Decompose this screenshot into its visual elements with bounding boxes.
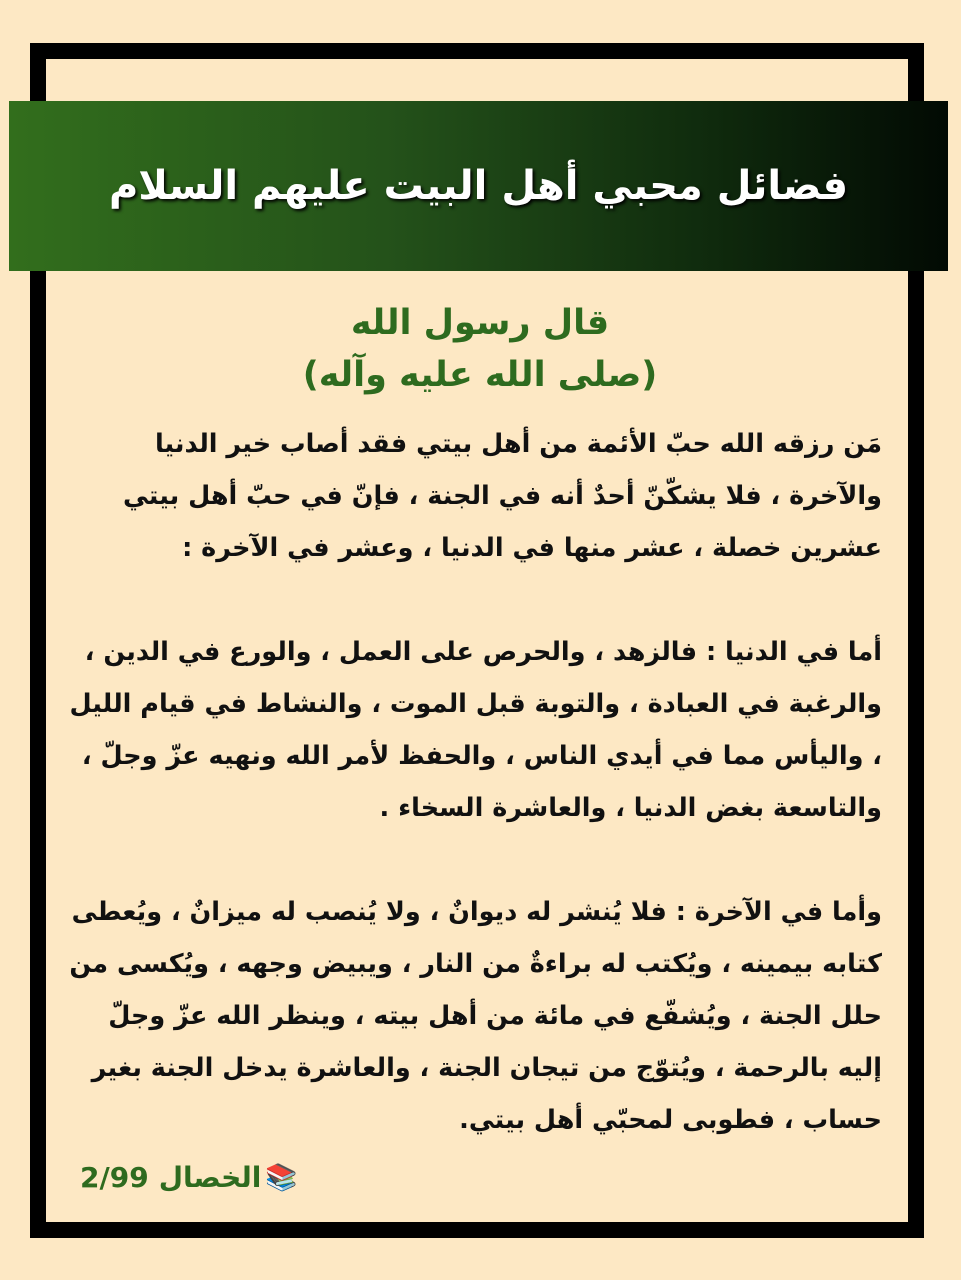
source-book: الخصال <box>158 1161 262 1194</box>
narrator-line-1: قال رسول الله <box>350 303 610 343</box>
narrator-heading <box>70 297 890 401</box>
source-citation <box>80 1158 298 1198</box>
source-reference: 2/99 <box>80 1161 149 1194</box>
books-icon: 📚 <box>265 1163 298 1193</box>
hadith-paragraph-1: مَن رزقه الله حبّ الأئمة من أهل بيتي فقد أصاب خير الدنيا والآخرة ، فلا يشكّنّ أحدٌ أنه في الجنة ، فإنّ في حبّ أهل بيتي عشرين خصلة ، عشر منها في الدنيا ، وعشر في الآخرة : <box>123 429 882 563</box>
page-title: فضائل محبي أهل البيت عليهم السلام <box>108 163 849 209</box>
narrator-line-2: (صلى الله عليه وآله) <box>302 355 658 395</box>
title-banner <box>9 101 948 271</box>
hadith-paragraph-2: أما في الدنيا : فالزهد ، والحرص على العمل ، والورع في الدين ، والرغبة في العبادة ، والتوبة قبل الموت ، والنشاط في قيام الليل ، واليأس مما في أيدي الناس ، والحفظ لأمر الله ونهيه عزّ وجلّ ، والتاسعة بغض الدنيا ، والعاشرة السخاء . <box>69 637 882 823</box>
hadith-paragraph-3: وأما في الآخرة : فلا يُنشر له ديوانٌ ، ولا يُنصب له ميزانٌ ، ويُعطى كتابه بيمينه ، ويُكتب له براءةٌ من النار ، ويبيض وجهه ، ويُكسى من حلل الجنة ، ويُشفّع في مائة من أهل بيته ، وينظر الله عزّ وجلّ إليه بالرحمة ، ويُتوّج من تيجان الجنة ، والعاشرة يدخل الجنة بغير حساب ، فطوبى لمحبّي أهل بيتي. <box>69 897 882 1135</box>
hadith-text <box>64 418 882 1146</box>
